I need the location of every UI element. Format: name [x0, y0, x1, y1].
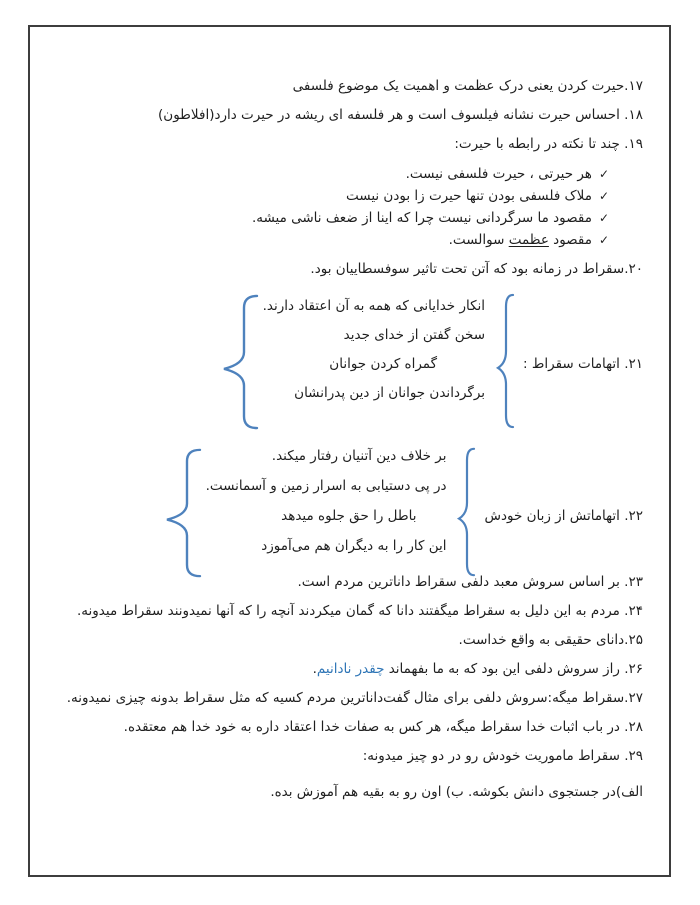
- accusation-item: باطل را حق جلوه میدهد: [281, 508, 417, 524]
- note-29-subitems: الف)در جستجوی دانش بکوشه. ب) اون رو به بقیه هم آموزش بده.: [270, 784, 643, 800]
- bullet-item: [37, 185, 609, 207]
- curly-brace-icon: [493, 292, 517, 430]
- note-17: ۱۷.حیرت کردن یعنی درک عظمت و اهمیت یک موضوع فلسفی: [292, 78, 643, 94]
- note-22-group: [37, 441, 643, 561]
- accusation-item: این کار را به دیگران هم می‌آموزد: [261, 538, 447, 554]
- note-20: ۲۰.سقراط در زمانه بود که آتن تحت تاثیر سوفسطاییان بود.: [310, 261, 643, 277]
- note-24: ۲۴. مردم به این دلیل به سقراط میگفتند دانا که گمان میکردند آنچه را که آنها نمیدونند سقراط میدونه.: [77, 603, 643, 619]
- note-29: ۲۹. سقراط ماموریت خودش رو در دو چیز میدونه:: [362, 748, 643, 764]
- curly-brace-icon: [454, 441, 478, 578]
- note-21-items: [263, 292, 485, 408]
- bullet-text: هر حیرتی ، حیرت فلسفی نیست.: [405, 166, 592, 182]
- note-23: ۲۳. بر اساس سروش معبد دلفی سقراط داناترین مردم است.: [297, 574, 643, 590]
- curly-brace-icon: [162, 441, 204, 579]
- checkmark-icon: ✓: [598, 211, 609, 225]
- accusation-item: برگرداندن جوانان از دین پدرانشان: [294, 385, 486, 401]
- accusation-item: سخن گفتن از خدای جدید: [343, 327, 486, 343]
- curly-brace-icon: [219, 292, 261, 431]
- bullet-item: [37, 207, 609, 229]
- note-18: ۱۸. احساس حیرت نشانه فیلسوف است و هر فلسفه ای ریشه در حیرت دارد(افلاطون): [158, 107, 643, 123]
- underlined-word: عظمت: [508, 232, 549, 248]
- bullet-text: مقصود ما سرگردانی نیست چرا که اینا از ضعف ناشی میشه.: [251, 210, 592, 226]
- note-28: ۲۸. در باب اثبات خدا سقراط میگه، هر کس به صفات خدا اعتقاد داره به خود خدا هم معتقده.: [123, 719, 643, 735]
- accusation-item: انکار خدایانی که همه به آن اعتقاد دارند.: [262, 298, 486, 314]
- note-25: ۲۵.دانای حقیقی به واقع خداست.: [458, 632, 643, 648]
- note-26-highlight: چقدر نادانیم: [316, 661, 385, 677]
- accusation-item: در پی دستیابی به اسرار زمین و آسمانست.: [205, 478, 447, 494]
- note-26-period: .: [312, 661, 317, 677]
- note-21-group: [37, 292, 643, 408]
- bullet-text: مقصود: [548, 232, 592, 248]
- checkmark-icon: ✓: [598, 167, 609, 181]
- note-22-items: [206, 441, 447, 561]
- lower-notes: [37, 568, 643, 807]
- note-27: ۲۷.سقراط میگه:سروش دلفی برای مثال گفت‌داناترین مردم کسیه که مثل سقراط بدونه چیزی نمیدونه.: [66, 690, 643, 706]
- document-page: [37, 72, 643, 807]
- bullet-item: [37, 163, 609, 185]
- bullet-item: [37, 229, 609, 251]
- note-19-bullet-list: [37, 163, 609, 251]
- bullet-text: سوالست.: [448, 232, 509, 248]
- note-19: ۱۹. چند تا نکته در رابطه با حیرت:: [454, 136, 643, 152]
- note-21-label: ۲۱. اتهامات سقراط :: [523, 356, 643, 372]
- note-22-label: ۲۲. اتهاماتش از زبان خودش: [484, 508, 643, 524]
- accusation-item: گمراه کردن جوانان: [329, 356, 438, 372]
- checkmark-icon: ✓: [598, 189, 609, 203]
- bullet-text: ملاک فلسفی بودن تنها حیرت زا بودن نیست: [346, 188, 592, 204]
- note-26: [37, 655, 643, 684]
- note-26-text: ۲۶. راز سروش دلفی این بود که به ما بفهماند: [384, 661, 643, 677]
- checkmark-icon: ✓: [598, 233, 609, 247]
- accusation-item: بر خلاف دین آتنیان رفتار میکند.: [271, 448, 447, 464]
